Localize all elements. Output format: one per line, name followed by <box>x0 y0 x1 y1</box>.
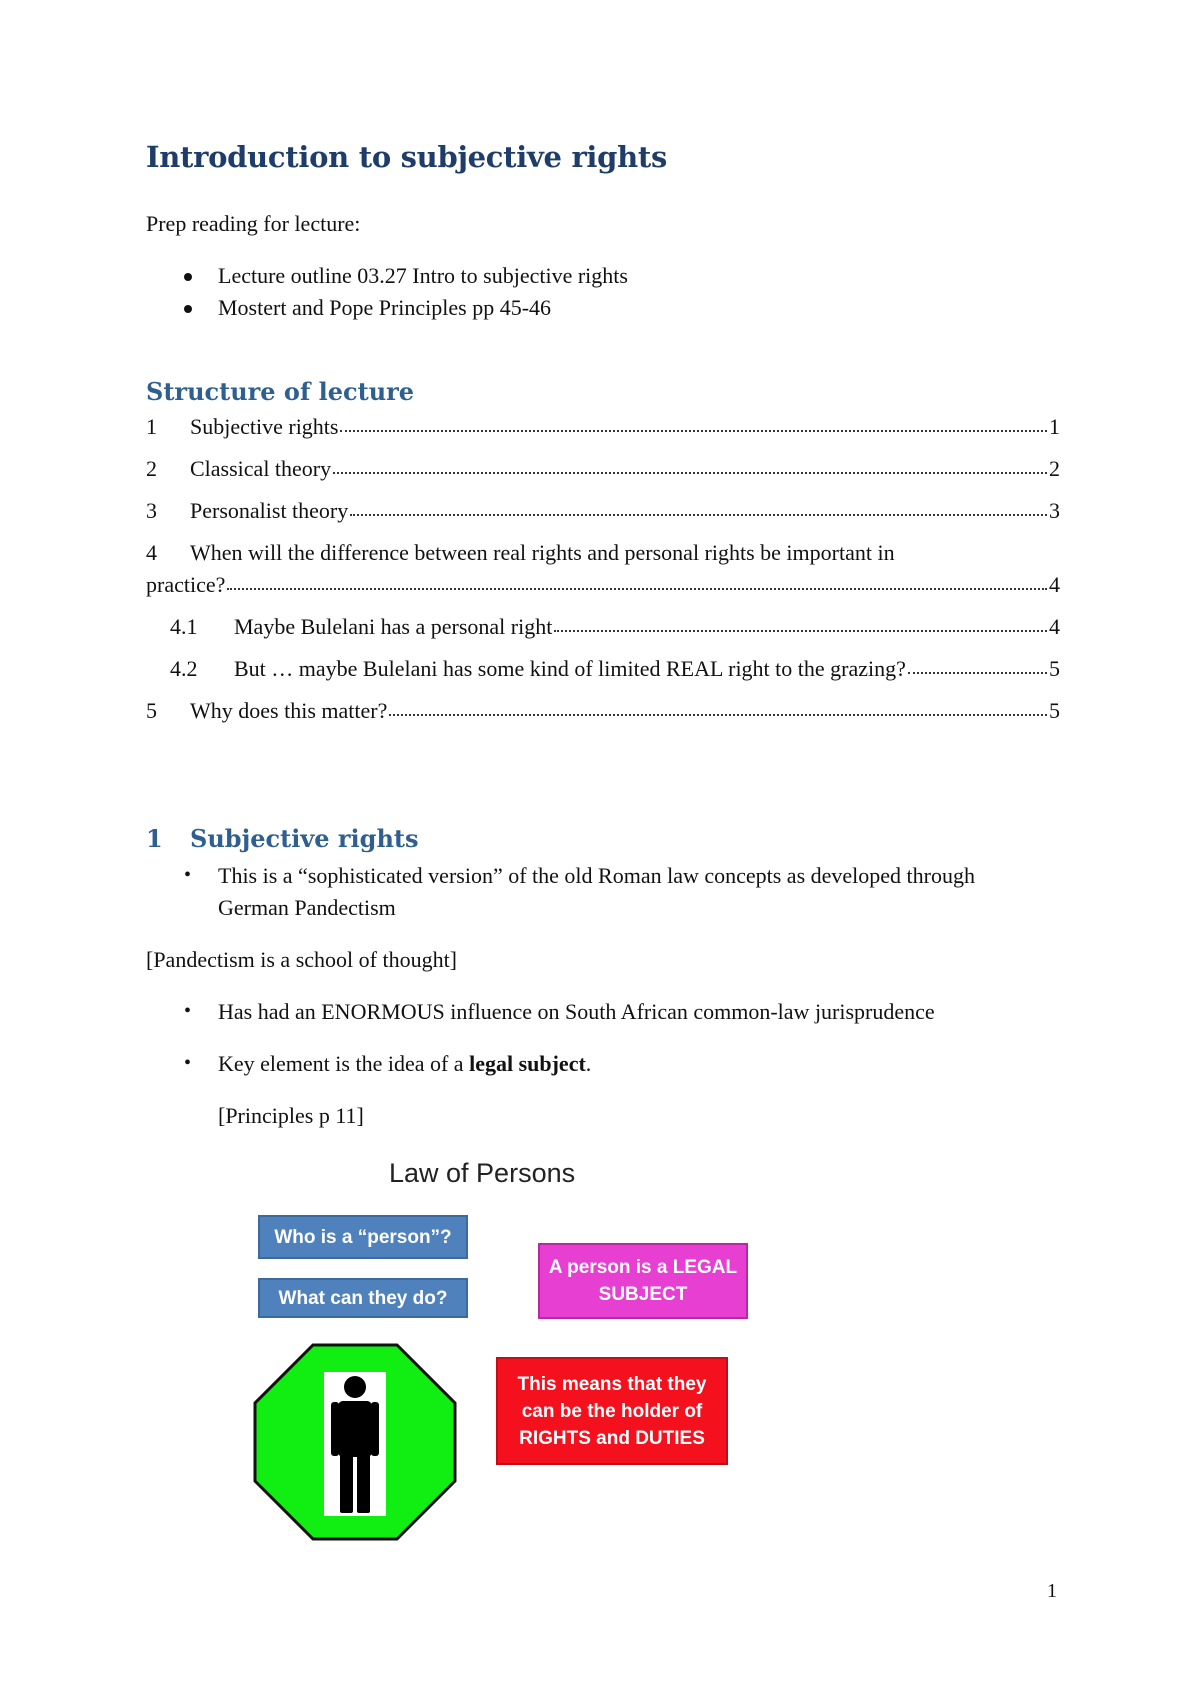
toc-page: 1 <box>1049 414 1060 439</box>
toc-num: 1 <box>146 414 157 439</box>
rights-duties-line-3: RIGHTS and DUTIES <box>519 1427 705 1449</box>
toc-leader <box>350 498 1047 516</box>
page-number: 1 <box>1047 1580 1057 1602</box>
toc-text: Subjective rights <box>190 414 339 439</box>
toc-entry-4-cont[interactable] <box>146 572 1060 602</box>
legal-subject-box <box>538 1243 748 1319</box>
toc-num: 2 <box>146 456 157 481</box>
prep-item-1: Lecture outline 03.27 Intro to subjective rights <box>218 263 628 288</box>
toc-text: Personalist theory <box>190 498 349 523</box>
toc-entry-2[interactable] <box>146 456 1060 486</box>
bullet-3-end: . <box>585 1051 592 1076</box>
pandectism-note: [Pandectism is a school of thought] <box>146 947 458 972</box>
toc-num: 4 <box>146 540 157 565</box>
toc-text: practice? <box>146 572 226 597</box>
rights-duties-box <box>496 1357 728 1465</box>
bullet-icon <box>184 273 192 281</box>
legal-subject-term: legal subject <box>469 1051 586 1076</box>
toc-entry-4-2[interactable] <box>170 656 1060 686</box>
toc-entry-4-1[interactable] <box>170 614 1060 644</box>
toc-page: 2 <box>1049 456 1060 481</box>
legal-subject-line-1: A person is a LEGAL <box>548 1257 738 1278</box>
toc-text: Maybe Bulelani has a personal right <box>234 614 553 639</box>
toc-entry-5[interactable] <box>146 698 1060 728</box>
toc-num: 4.2 <box>170 656 198 681</box>
rights-duties-line-2: can be the holder of <box>521 1400 703 1422</box>
section-bullet-1-line-1: This is a “sophisticated version” of the old Roman law concepts as developed through <box>218 863 975 888</box>
bullet-icon: • <box>184 1000 192 1022</box>
toc-page: 4 <box>1049 614 1060 639</box>
toc-leader <box>908 656 1047 674</box>
principles-reference: [Principles p 11] <box>218 1103 364 1128</box>
toc-entry-3[interactable] <box>146 498 1060 528</box>
toc-page: 4 <box>1049 572 1060 597</box>
toc-page: 5 <box>1049 698 1060 723</box>
toc-num: 3 <box>146 498 157 523</box>
prep-item-2: Mostert and Pope Principles pp 45-46 <box>218 295 552 320</box>
bullet-3-text: Key element is the idea of a <box>218 1051 470 1076</box>
who-is-person-text: Who is a “person”? <box>274 1226 452 1248</box>
section-bullet-3 <box>218 1050 591 1078</box>
toc-page: 5 <box>1049 656 1060 681</box>
toc-leader <box>340 414 1047 432</box>
toc-text: Classical theory <box>190 456 332 481</box>
section-heading: Subjective rights <box>190 824 419 853</box>
toc-text: When will the difference between real rights and personal rights be important in <box>190 540 895 565</box>
toc-leader <box>227 572 1047 590</box>
section-bullet-2: Has had an ENORMOUS influence on South African common-law jurisprudence <box>218 999 935 1024</box>
rights-duties-line-1: This means that they <box>517 1373 707 1395</box>
structure-heading: Structure of lecture <box>146 377 415 406</box>
what-can-they-do-text: What can they do? <box>278 1287 448 1309</box>
what-can-they-do-box <box>258 1278 468 1318</box>
toc-page: 3 <box>1049 498 1060 523</box>
toc-entry-1[interactable] <box>146 414 1060 444</box>
bullet-icon <box>184 305 192 313</box>
section-bullet-1-line-2: German Pandectism <box>218 895 396 920</box>
toc-entry-4[interactable] <box>146 540 1060 570</box>
toc-leader <box>389 698 1047 716</box>
who-is-person-box <box>258 1215 468 1259</box>
toc-text: But … maybe Bulelani has some kind of limited REAL right to the grazing? <box>234 656 906 681</box>
toc-num: 4.1 <box>170 614 198 639</box>
legal-subject-line-2: SUBJECT <box>598 1284 688 1305</box>
toc-leader <box>333 456 1047 474</box>
bullet-icon: • <box>184 1052 192 1074</box>
octagon-icon <box>252 1342 458 1542</box>
toc-text: Why does this matter? <box>190 698 388 723</box>
page-title: Introduction to subjective rights <box>146 140 668 174</box>
bullet-icon: • <box>184 864 192 886</box>
diagram-title: Law of Persons <box>389 1158 576 1188</box>
toc-leader <box>554 614 1047 632</box>
section-number: 1 <box>146 824 163 853</box>
prep-intro: Prep reading for lecture: <box>146 211 361 236</box>
toc-num: 5 <box>146 698 157 723</box>
